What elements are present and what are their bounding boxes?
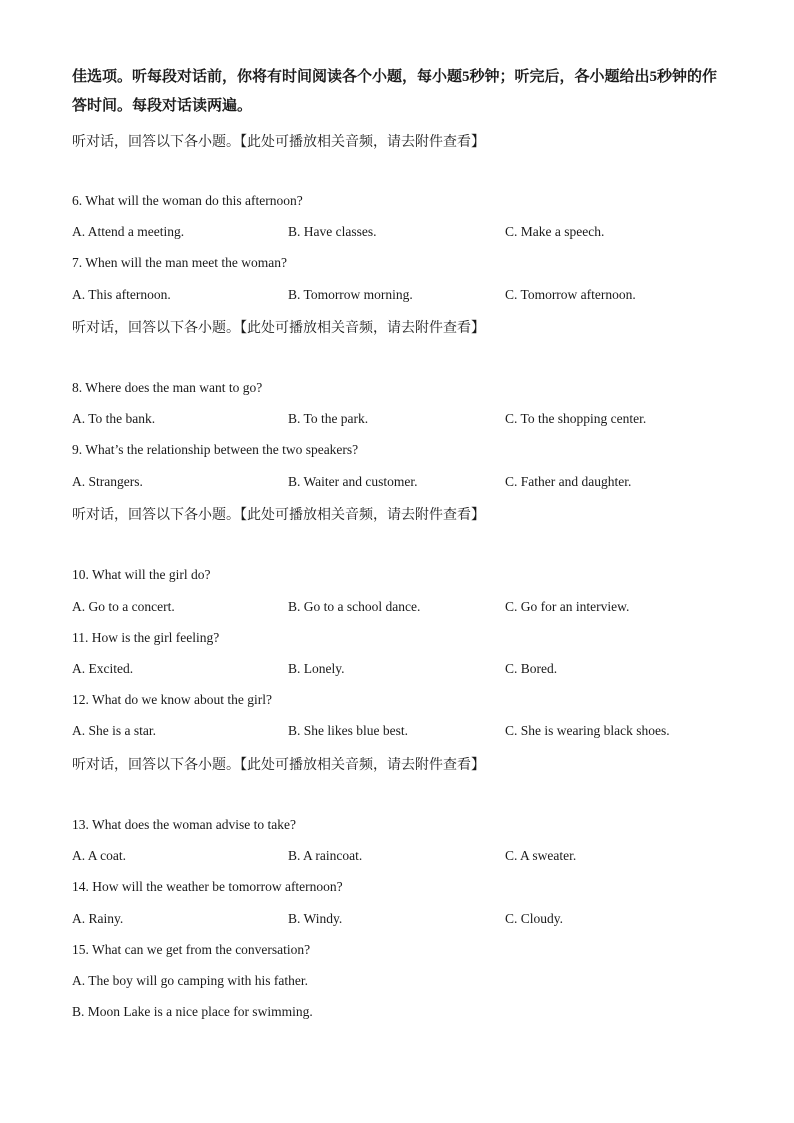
question-14-option-a: A. Rainy. <box>72 911 124 926</box>
question-13-option-c: C. A sweater. <box>505 848 577 863</box>
question-14-option-c: C. Cloudy. <box>505 911 564 926</box>
question-7-option-b: B. Tomorrow morning. <box>288 287 413 302</box>
question-13-option-b: B. A raincoat. <box>288 848 363 863</box>
listening-instruction: 听对话，回答以下各小题。【此处可播放相关音频，请去附件查看】 <box>72 758 485 773</box>
question-7-option-a: A. This afternoon. <box>72 287 171 302</box>
question-13: 13. What does the woman advise to take? <box>72 817 296 832</box>
question-11-option-c: C. Bored. <box>505 661 558 676</box>
question-10-option-c: C. Go for an interview. <box>505 599 630 614</box>
question-7: 7. When will the man meet the woman? <box>72 255 287 270</box>
question-10-option-a: A. Go to a concert. <box>72 599 175 614</box>
question-8-option-b: B. To the park. <box>288 411 369 426</box>
listening-instruction: 听对话，回答以下各小题。【此处可播放相关音频，请去附件查看】 <box>72 321 485 336</box>
question-6: 6. What will the woman do this afternoon? <box>72 193 303 208</box>
question-6-option-b: B. Have classes. <box>288 224 377 239</box>
listening-instruction: 听对话，回答以下各小题。【此处可播放相关音频，请去附件查看】 <box>72 508 485 523</box>
question-15: 15. What can we get from the conversation? <box>72 942 311 957</box>
question-14: 14. How will the weather be tomorrow afternoon? <box>72 879 343 894</box>
question-9-option-c: C. Father and daughter. <box>505 474 632 489</box>
question-15-option-b: B. Moon Lake is a nice place for swimming. <box>72 1004 313 1019</box>
question-12-option-b: B. She likes blue best. <box>288 723 408 738</box>
question-8: 8. Where does the man want to go? <box>72 380 263 395</box>
question-10-option-b: B. Go to a school dance. <box>288 599 421 614</box>
question-13-option-a: A. A coat. <box>72 848 126 863</box>
question-6-option-a: A. Attend a meeting. <box>72 224 185 239</box>
question-11-option-b: B. Lonely. <box>288 661 345 676</box>
question-12-option-c: C. She is wearing black shoes. <box>505 723 670 738</box>
question-9: 9. What’s the relationship between the two speakers? <box>72 442 359 457</box>
question-7-option-c: C. Tomorrow afternoon. <box>505 287 636 302</box>
question-8-option-c: C. To the shopping center. <box>505 411 647 426</box>
question-12-option-a: A. She is a star. <box>72 723 156 738</box>
question-6-option-c: C. Make a speech. <box>505 224 605 239</box>
listening-instruction: 听对话，回答以下各小题。【此处可播放相关音频，请去附件查看】 <box>72 135 485 150</box>
question-11: 11. How is the girl feeling? <box>72 630 220 645</box>
question-9-option-b: B. Waiter and customer. <box>288 474 418 489</box>
section-intro: 佳选项。听每段对话前，你将有时间阅读各个小题，每小题5秒钟；听完后，各小题给出5秒钟的作答时间。每段对话读两遍。 <box>72 69 718 114</box>
question-14-option-b: B. Windy. <box>288 911 343 926</box>
question-10: 10. What will the girl do? <box>72 567 211 582</box>
question-11-option-a: A. Excited. <box>72 661 134 676</box>
question-9-option-a: A. Strangers. <box>72 474 143 489</box>
question-12: 12. What do we know about the girl? <box>72 692 272 707</box>
question-15-option-a: A. The boy will go camping with his father. <box>72 973 308 988</box>
question-8-option-a: A. To the bank. <box>72 411 156 426</box>
